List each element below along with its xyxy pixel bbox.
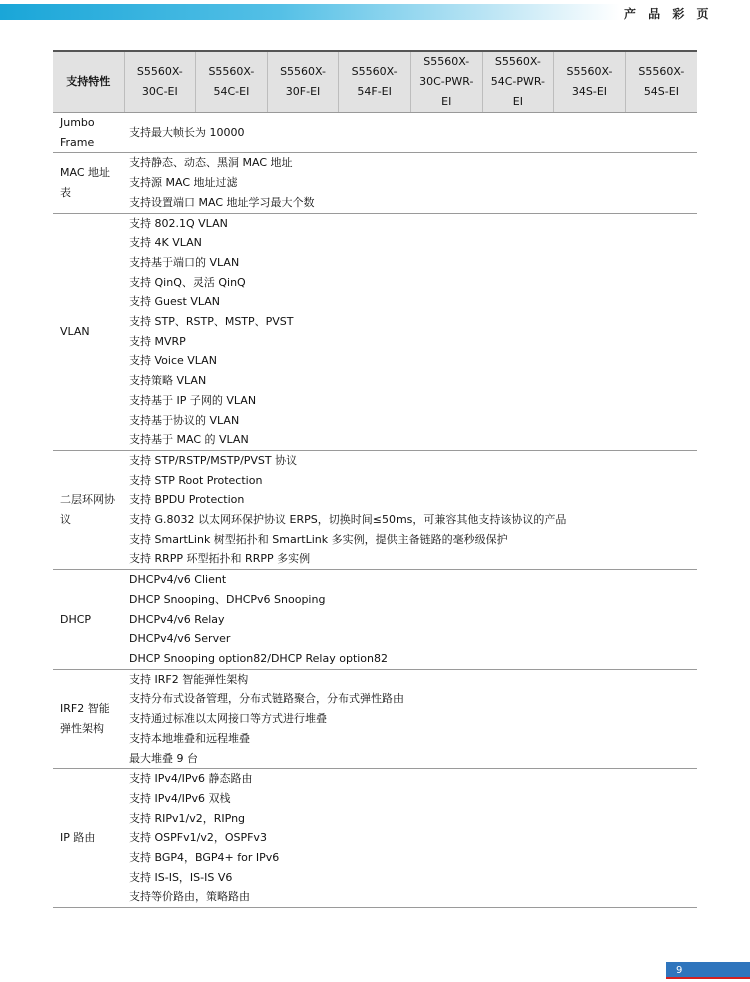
header-model: S5560X- 30C-EI (124, 51, 196, 113)
feature-cell: Jumbo Frame (53, 113, 124, 153)
description-cell: 支持 IRF2 智能弹性架构 支持分布式设备管理，分布式链路聚合，分布式弹性路由 支持通过标准以太网接口等方式进行堆叠 支持本地堆叠和远程堆叠 最大堆叠 9 台 (124, 669, 697, 769)
header-model: S5560X- 54F-EI (339, 51, 411, 113)
header-accent-bar (0, 4, 620, 20)
header-feature-label: 支持特性 (53, 51, 124, 113)
table-row (53, 570, 697, 670)
feature-cell: MAC 地址 表 (53, 153, 124, 213)
header-model: S5560X- 54C-EI (196, 51, 268, 113)
table-row (53, 450, 697, 569)
spec-table (53, 50, 697, 908)
table-row (53, 669, 697, 769)
description-cell: DHCPv4/v6 Client DHCP Snooping、DHCPv6 Snooping DHCPv4/v6 Relay DHCPv4/v6 Server DHCP Snooping option82/DHCP Relay option82 (124, 570, 697, 670)
description-cell: 支持 STP/RSTP/MSTP/PVST 协议 支持 STP Root Protection 支持 BPDU Protection 支持 G.8032 以太网环保护协议 ERPS，切换时间≤50ms，可兼容其他支持该协议的产品 支持 SmartLink 树型拓扑和 SmartLink 多实例，提供主备链路的毫秒级保护 支持 RRPP 环型拓扑和 RRPP 多实例 (124, 450, 697, 569)
header-model: S5560X- 30F-EI (267, 51, 339, 113)
feature-cell: IP 路由 (53, 769, 124, 908)
header-model: S5560X- 54S-EI (625, 51, 697, 113)
feature-cell: 二层环网协 议 (53, 450, 124, 569)
description-cell: 支持 IPv4/IPv6 静态路由 支持 IPv4/IPv6 双栈 支持 RIPv1/v2，RIPng 支持 OSPFv1/v2，OSPFv3 支持 BGP4，BGP4+ for IPv6 支持 IS-IS，IS-IS V6 支持等价路由，策略路由 (124, 769, 697, 908)
description-cell: 支持最大帧长为 10000 (124, 113, 697, 153)
description-cell: 支持 802.1Q VLAN 支持 4K VLAN 支持基于端口的 VLAN 支持 QinQ、灵活 QinQ 支持 Guest VLAN 支持 STP、RSTP、MSTP、PVST 支持 MVRP 支持 Voice VLAN 支持策略 VLAN 支持基于 IP 子网的 VLAN 支持基于协议的 VLAN 支持基于 MAC 的 VLAN (124, 213, 697, 450)
feature-cell: DHCP (53, 570, 124, 670)
table-header-row (53, 51, 697, 113)
header-title: 产 品 彩 页 (624, 7, 713, 21)
header-model: S5560X- 30C-PWR- EI (410, 51, 482, 113)
feature-cell: VLAN (53, 213, 124, 450)
header-model: S5560X- 54C-PWR- EI (482, 51, 554, 113)
description-cell: 支持静态、动态、黑洞 MAC 地址 支持源 MAC 地址过滤 支持设置端口 MAC 地址学习最大个数 (124, 153, 697, 213)
table-row (53, 153, 697, 213)
table-row (53, 113, 697, 153)
table-row (53, 213, 697, 450)
header-model: S5560X- 34S-EI (554, 51, 626, 113)
page-number: 9 (666, 962, 750, 979)
table-row (53, 769, 697, 908)
feature-cell: IRF2 智能 弹性架构 (53, 669, 124, 769)
